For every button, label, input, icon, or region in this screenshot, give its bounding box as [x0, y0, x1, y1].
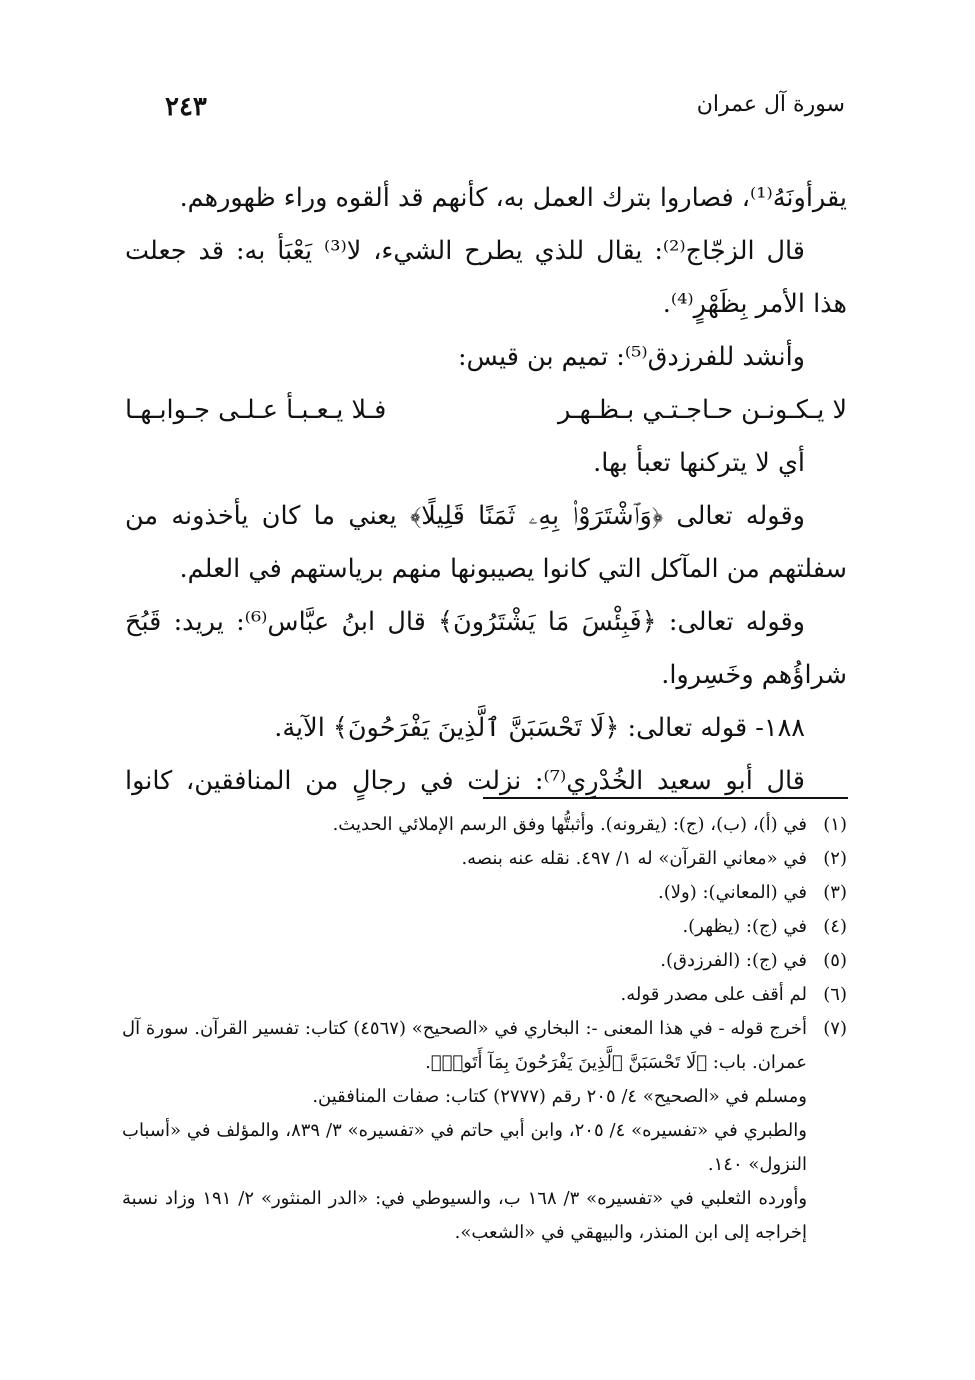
paragraph: وأنشد للفرزدق⁽⁵⁾: تميم بن قيس: — [457, 342, 805, 372]
footnote — [122, 842, 847, 876]
footnote-number: (٤) — [823, 916, 847, 937]
footnote-text: في (أ)، (ب)، (ج): (يقرونه). وأثبتُّها وفق الرسم الإملائي الحديث. — [332, 814, 807, 835]
footnote-text: والطبري في «تفسيره» ٤/ ٢٠٥، وابن أبي حاتم في «تفسيره» ٣/ ٨٣٩، والمؤلف في «أسباب النزول» ١٤٠. — [122, 1120, 807, 1175]
footnote — [122, 978, 847, 1012]
main-text — [125, 172, 847, 808]
footnote — [122, 876, 847, 910]
footnote-text: ومسلم في «الصحيح» ٤/ ٢٠٥ رقم (٢٧٧٧) كتاب: صفات المنافقين. — [312, 1086, 807, 1107]
footnote-text: في (المعاني): (ولا). — [658, 882, 807, 903]
page-header — [165, 92, 845, 132]
poetry-verse — [125, 384, 847, 437]
paragraph: وقوله تعالى: ﴿فَبِئْسَ مَا يَشْتَرُونَ﴾ قال ابنُ عبَّاس⁽⁶⁾: يريد: قَبُحَ شراؤُهم وخَسِروا. — [125, 607, 847, 690]
footnote — [122, 944, 847, 978]
footnote-text: في (ج): (الفرزدق). — [660, 950, 807, 971]
footnotes — [122, 808, 847, 1250]
footnote-text: في (ج): (يظهر). — [682, 916, 807, 937]
paragraph: وقوله تعالى ﴿وَٱشْتَرَوْا۟ بِهِۦ ثَمَنًا قَلِيلًا﴾ يعني ما كان يأخذونه من سفلتهم من المآكل التي كانوا يصيبونها منهم برياستهم في العلم. — [125, 501, 847, 584]
verse-second-hemistich: فـلا يـعـبـأ عـلـى جـوابـهـا — [125, 395, 387, 425]
footnote-separator — [483, 797, 848, 799]
paragraph: قال أبو سعيد الخُدْرِي⁽⁷⁾: نزلت في رجالٍ من المنافقين، كانوا — [125, 766, 805, 796]
paragraph: ١٨٨- قوله تعالى: ﴿لَا تَحْسَبَنَّ ٱلَّذِينَ يَفْرَحُونَ﴾ الآية. — [274, 713, 805, 743]
footnote-number: (٧) — [823, 1018, 847, 1039]
footnote-number: (٢) — [823, 848, 847, 869]
footnote — [122, 910, 847, 944]
footnote-number: (١) — [823, 814, 847, 835]
paragraph: يقرأونَهُ⁽¹⁾، فصاروا بترك العمل به، كأنهم قد ألقوه وراء ظهورهم. — [179, 183, 847, 213]
footnote — [122, 1012, 847, 1250]
running-title: سورة آل عمران — [696, 92, 845, 117]
footnote-text: لم أقف على مصدر قوله. — [620, 984, 807, 1005]
footnote-text: أخرج قوله - في هذا المعنى -: البخاري في «الصحيح» (٤٥٦٧) كتاب: تفسير القرآن. سورة آل عمران. باب: ﴿لَا تَحْسَبَنَّ ٱلَّذِينَ يَفْرَحُونَ بِمَآ أَتَوا۟﴾. — [122, 1018, 807, 1073]
paragraph: قال الزجّاج⁽²⁾: يقال للذي يطرح الشيء، لا⁽³⁾ يَعْبَأ به: قد جعلت هذا الأمر بِظَهْرٍ⁽⁴⁾. — [125, 236, 847, 319]
footnote-number: (٥) — [823, 950, 847, 971]
paragraph: أي لا يتركنها تعبأ بها. — [593, 448, 805, 478]
footnote-text: في «معاني القرآن» له ١/ ٤٩٧. نقله عنه بنصه. — [461, 848, 807, 869]
footnote-text: وأورده الثعلبي في «تفسيره» ٣/ ١٦٨ ب، والسيوطي في: «الدر المنثور» ٢/ ١٩١ وزاد نسبة إخراجه إلى ابن المنذر، والبيهقي في «الشعب». — [122, 1188, 808, 1243]
page-number: ٢٤٣ — [165, 92, 207, 122]
verse-first-hemistich: لا يـكـونـن حـاجـتـي بـظـهـر — [557, 395, 847, 425]
footnote — [122, 808, 847, 842]
footnote-number: (٣) — [823, 882, 847, 903]
footnote-number: (٦) — [823, 984, 847, 1005]
